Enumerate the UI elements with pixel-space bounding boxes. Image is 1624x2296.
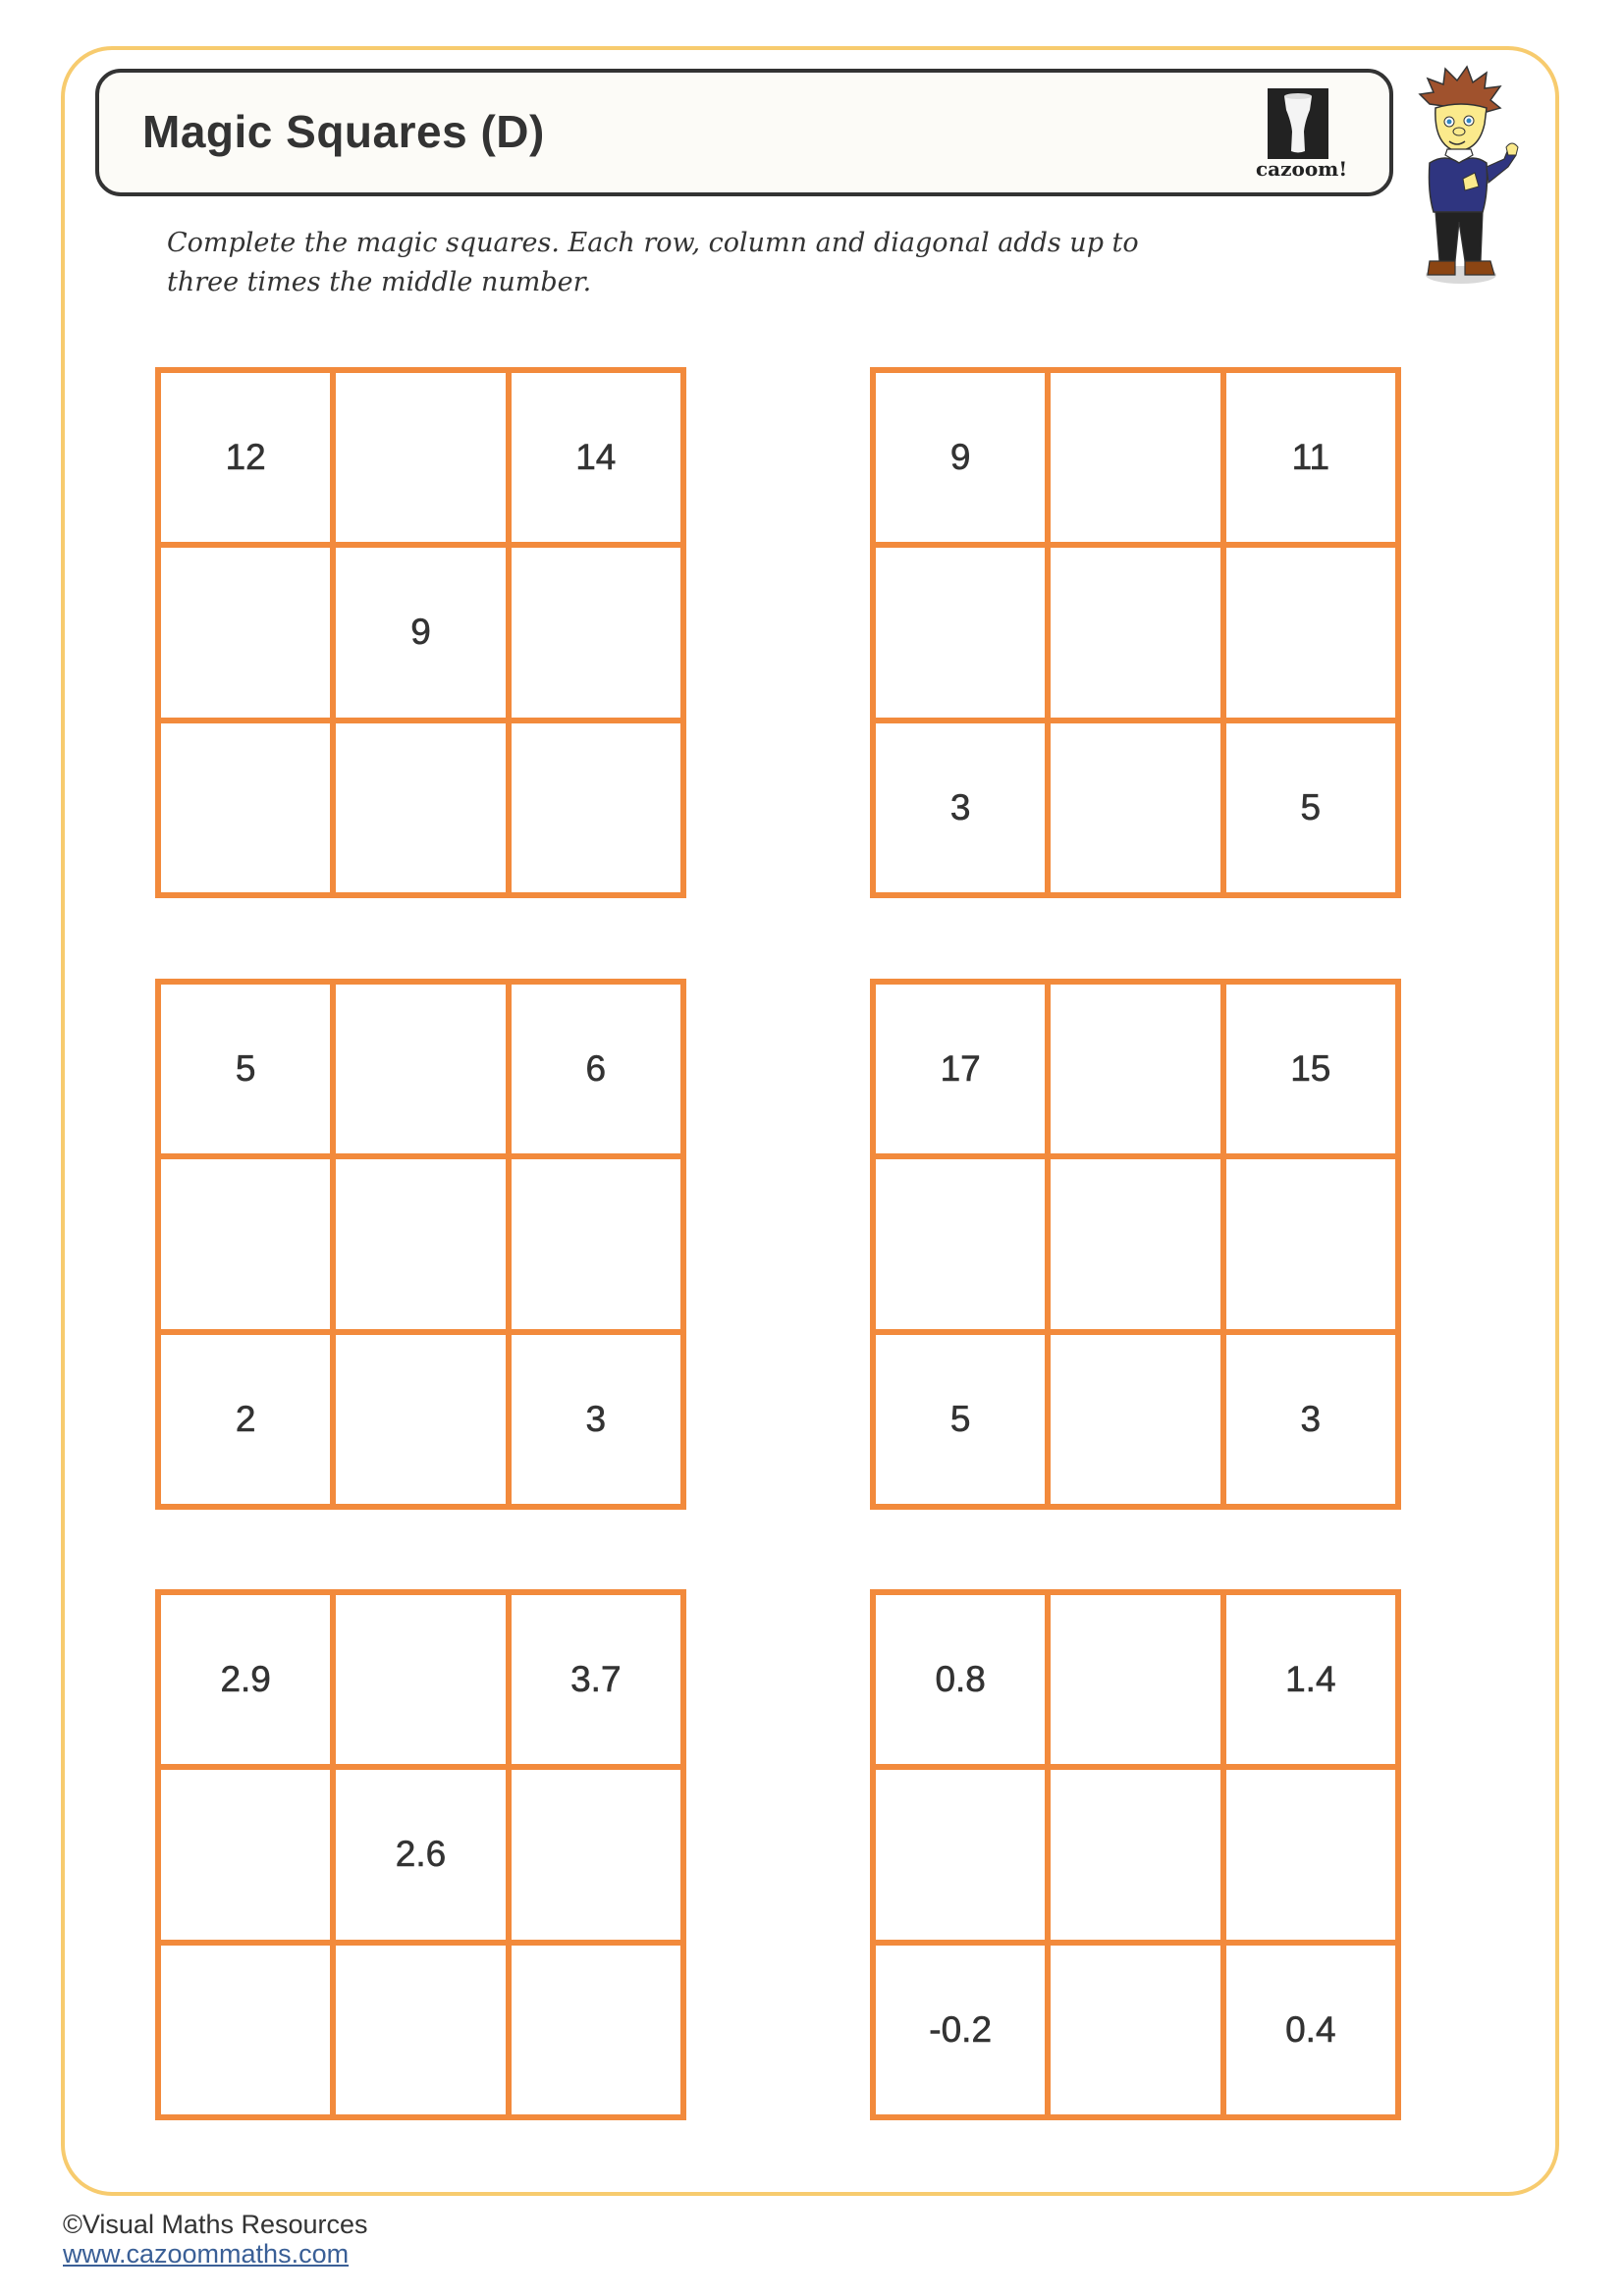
square-cell[interactable]: 11	[1223, 370, 1398, 545]
square-cell[interactable]	[333, 982, 508, 1156]
magic-square-4	[870, 979, 1401, 1510]
square-cell[interactable]	[333, 721, 508, 895]
square-cell[interactable]: 0.8	[873, 1592, 1048, 1767]
square-cell[interactable]: 9	[873, 370, 1048, 545]
square-cell[interactable]: 3.7	[509, 1592, 683, 1767]
magic-square-3	[155, 979, 686, 1510]
square-cell[interactable]	[1048, 1332, 1222, 1507]
square-cell[interactable]: 6	[509, 982, 683, 1156]
copyright-text: ©Visual Maths Resources	[63, 2210, 368, 2239]
square-cell[interactable]	[158, 1767, 333, 1942]
square-cell[interactable]: 9	[333, 545, 508, 720]
square-cell[interactable]: 3	[1223, 1332, 1398, 1507]
square-cell[interactable]: 3	[509, 1332, 683, 1507]
square-cell[interactable]: 5	[873, 1332, 1048, 1507]
instructions-line-2: three times the middle number.	[167, 267, 592, 297]
square-cell[interactable]	[1048, 982, 1222, 1156]
square-cell[interactable]: 3	[873, 721, 1048, 895]
instructions-line-1: Complete the magic squares. Each row, column and diagonal adds up to	[167, 228, 1139, 258]
mascot-illustration	[1410, 65, 1528, 289]
square-cell[interactable]: 5	[1223, 721, 1398, 895]
square-cell[interactable]: 17	[873, 982, 1048, 1156]
square-cell[interactable]	[1048, 721, 1222, 895]
footer	[63, 2210, 368, 2269]
drum-icon	[1268, 88, 1328, 159]
square-cell[interactable]: 0.4	[1223, 1943, 1398, 2117]
square-cell[interactable]	[158, 721, 333, 895]
square-cell[interactable]	[158, 1156, 333, 1331]
square-cell[interactable]	[1223, 545, 1398, 720]
square-cell[interactable]	[1048, 1156, 1222, 1331]
square-cell[interactable]	[1048, 370, 1222, 545]
page-title: Magic Squares (D)	[142, 106, 545, 157]
square-cell[interactable]	[509, 1943, 683, 2117]
square-cell[interactable]	[1223, 1156, 1398, 1331]
instructions-text	[167, 224, 1267, 302]
square-cell[interactable]	[1048, 545, 1222, 720]
title-banner	[95, 69, 1393, 196]
square-cell[interactable]	[333, 1156, 508, 1331]
square-cell[interactable]	[1048, 1943, 1222, 2117]
square-cell[interactable]: 15	[1223, 982, 1398, 1156]
square-cell[interactable]	[333, 1592, 508, 1767]
square-cell[interactable]: 2.9	[158, 1592, 333, 1767]
square-cell[interactable]: 2	[158, 1332, 333, 1507]
square-cell[interactable]	[1048, 1592, 1222, 1767]
square-cell[interactable]: 14	[509, 370, 683, 545]
square-cell[interactable]	[158, 1943, 333, 2117]
magic-square-1	[155, 367, 686, 898]
square-cell[interactable]: 1.4	[1223, 1592, 1398, 1767]
square-cell[interactable]	[1048, 1767, 1222, 1942]
square-cell[interactable]	[873, 1767, 1048, 1942]
square-cell[interactable]: 5	[158, 982, 333, 1156]
square-cell[interactable]	[509, 721, 683, 895]
square-cell[interactable]	[333, 370, 508, 545]
magic-square-6	[870, 1589, 1401, 2120]
square-cell[interactable]: 2.6	[333, 1767, 508, 1942]
magic-square-5	[155, 1589, 686, 2120]
square-cell[interactable]	[509, 545, 683, 720]
website-link[interactable]: www.cazoommaths.com	[63, 2239, 350, 2269]
cazoom-logo	[1256, 88, 1352, 182]
square-cell[interactable]: -0.2	[873, 1943, 1048, 2117]
magic-square-2	[870, 367, 1401, 898]
square-cell[interactable]	[158, 545, 333, 720]
square-cell[interactable]	[873, 1156, 1048, 1331]
square-cell[interactable]	[509, 1767, 683, 1942]
square-cell[interactable]	[873, 545, 1048, 720]
square-cell[interactable]: 12	[158, 370, 333, 545]
square-cell[interactable]	[333, 1943, 508, 2117]
square-cell[interactable]	[509, 1156, 683, 1331]
logo-wordmark: cazoom!	[1256, 157, 1348, 181]
square-cell[interactable]	[1223, 1767, 1398, 1942]
square-cell[interactable]	[333, 1332, 508, 1507]
